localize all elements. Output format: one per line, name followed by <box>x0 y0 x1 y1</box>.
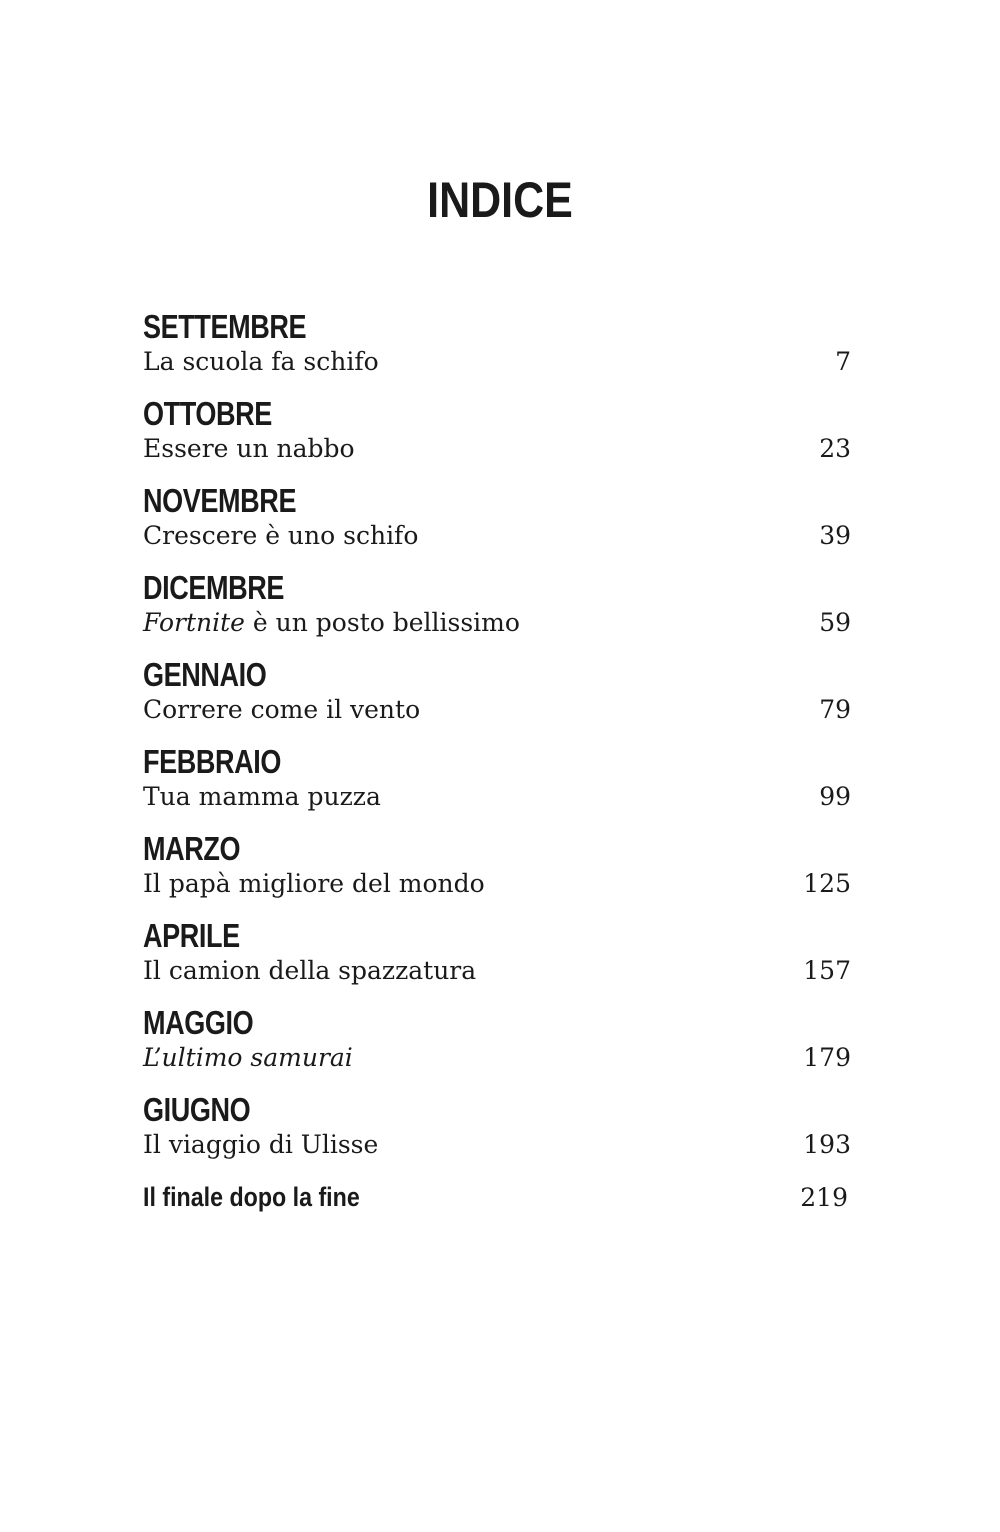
chapter-row <box>143 520 851 552</box>
page-number: 125 <box>803 869 851 898</box>
month-heading: GIUGNO <box>143 1091 251 1128</box>
page-number: 59 <box>819 608 851 637</box>
chapter-row <box>143 868 851 900</box>
chapter-title: Crescere è uno schifo <box>143 521 419 550</box>
month-heading: APRILE <box>143 917 240 954</box>
chapter-title: Correre come il vento <box>143 695 421 724</box>
chapter-row <box>143 694 851 726</box>
month-heading: FEBBRAIO <box>143 743 282 780</box>
chapter-title: L’ultimo samurai <box>143 1043 353 1072</box>
month-heading: MAGGIO <box>143 1004 254 1041</box>
toc-section-maggio <box>143 1000 851 1087</box>
page-number: 39 <box>819 521 851 550</box>
chapter-row <box>143 781 851 813</box>
month-heading: DICEMBRE <box>143 569 285 606</box>
chapter-title: La scuola fa schifo <box>143 347 379 376</box>
chapter-row <box>143 1042 851 1074</box>
month-heading: SETTEMBRE <box>143 308 307 345</box>
month-heading: NOVEMBRE <box>143 482 297 519</box>
chapter-title: Essere un nabbo <box>143 434 355 463</box>
page-number: 23 <box>819 434 851 463</box>
page-number: 179 <box>803 1043 851 1072</box>
month-heading: MARZO <box>143 830 241 867</box>
toc-section-dicembre <box>143 565 851 652</box>
chapter-row <box>143 955 851 987</box>
month-heading: GENNAIO <box>143 656 267 693</box>
month-heading: OTTOBRE <box>143 395 272 432</box>
page-number: 157 <box>803 956 851 985</box>
toc-section-ottobre <box>143 391 851 478</box>
toc-section-novembre <box>143 478 851 565</box>
toc-section-aprile <box>143 913 851 1000</box>
toc-section-marzo <box>143 826 851 913</box>
toc-section-giugno <box>143 1087 851 1174</box>
table-of-contents <box>143 304 851 1220</box>
page-title: INDICE <box>427 171 573 228</box>
toc-section-settembre <box>143 304 851 391</box>
final-chapter-title: Il finale dopo la fine <box>143 1182 360 1212</box>
page-number: 7 <box>835 347 851 376</box>
chapter-row <box>143 607 851 639</box>
chapter-title: Il camion della spazzatura <box>143 956 477 985</box>
chapter-title: Tua mamma puzza <box>143 782 381 811</box>
chapter-title: Il viaggio di Ulisse <box>143 1130 379 1159</box>
chapter-title: Fortnite è un posto bellissimo <box>143 608 520 637</box>
chapter-row <box>143 346 851 378</box>
page-number: 219 <box>800 1183 848 1212</box>
page-number: 99 <box>819 782 851 811</box>
toc-section-febbraio <box>143 739 851 826</box>
chapter-row <box>143 433 851 465</box>
toc-final-entry <box>143 1180 851 1220</box>
page-number: 193 <box>803 1130 851 1159</box>
toc-section-gennaio <box>143 652 851 739</box>
page-number: 79 <box>819 695 851 724</box>
chapter-title: Il papà migliore del mondo <box>143 869 485 898</box>
chapter-row <box>143 1129 851 1161</box>
